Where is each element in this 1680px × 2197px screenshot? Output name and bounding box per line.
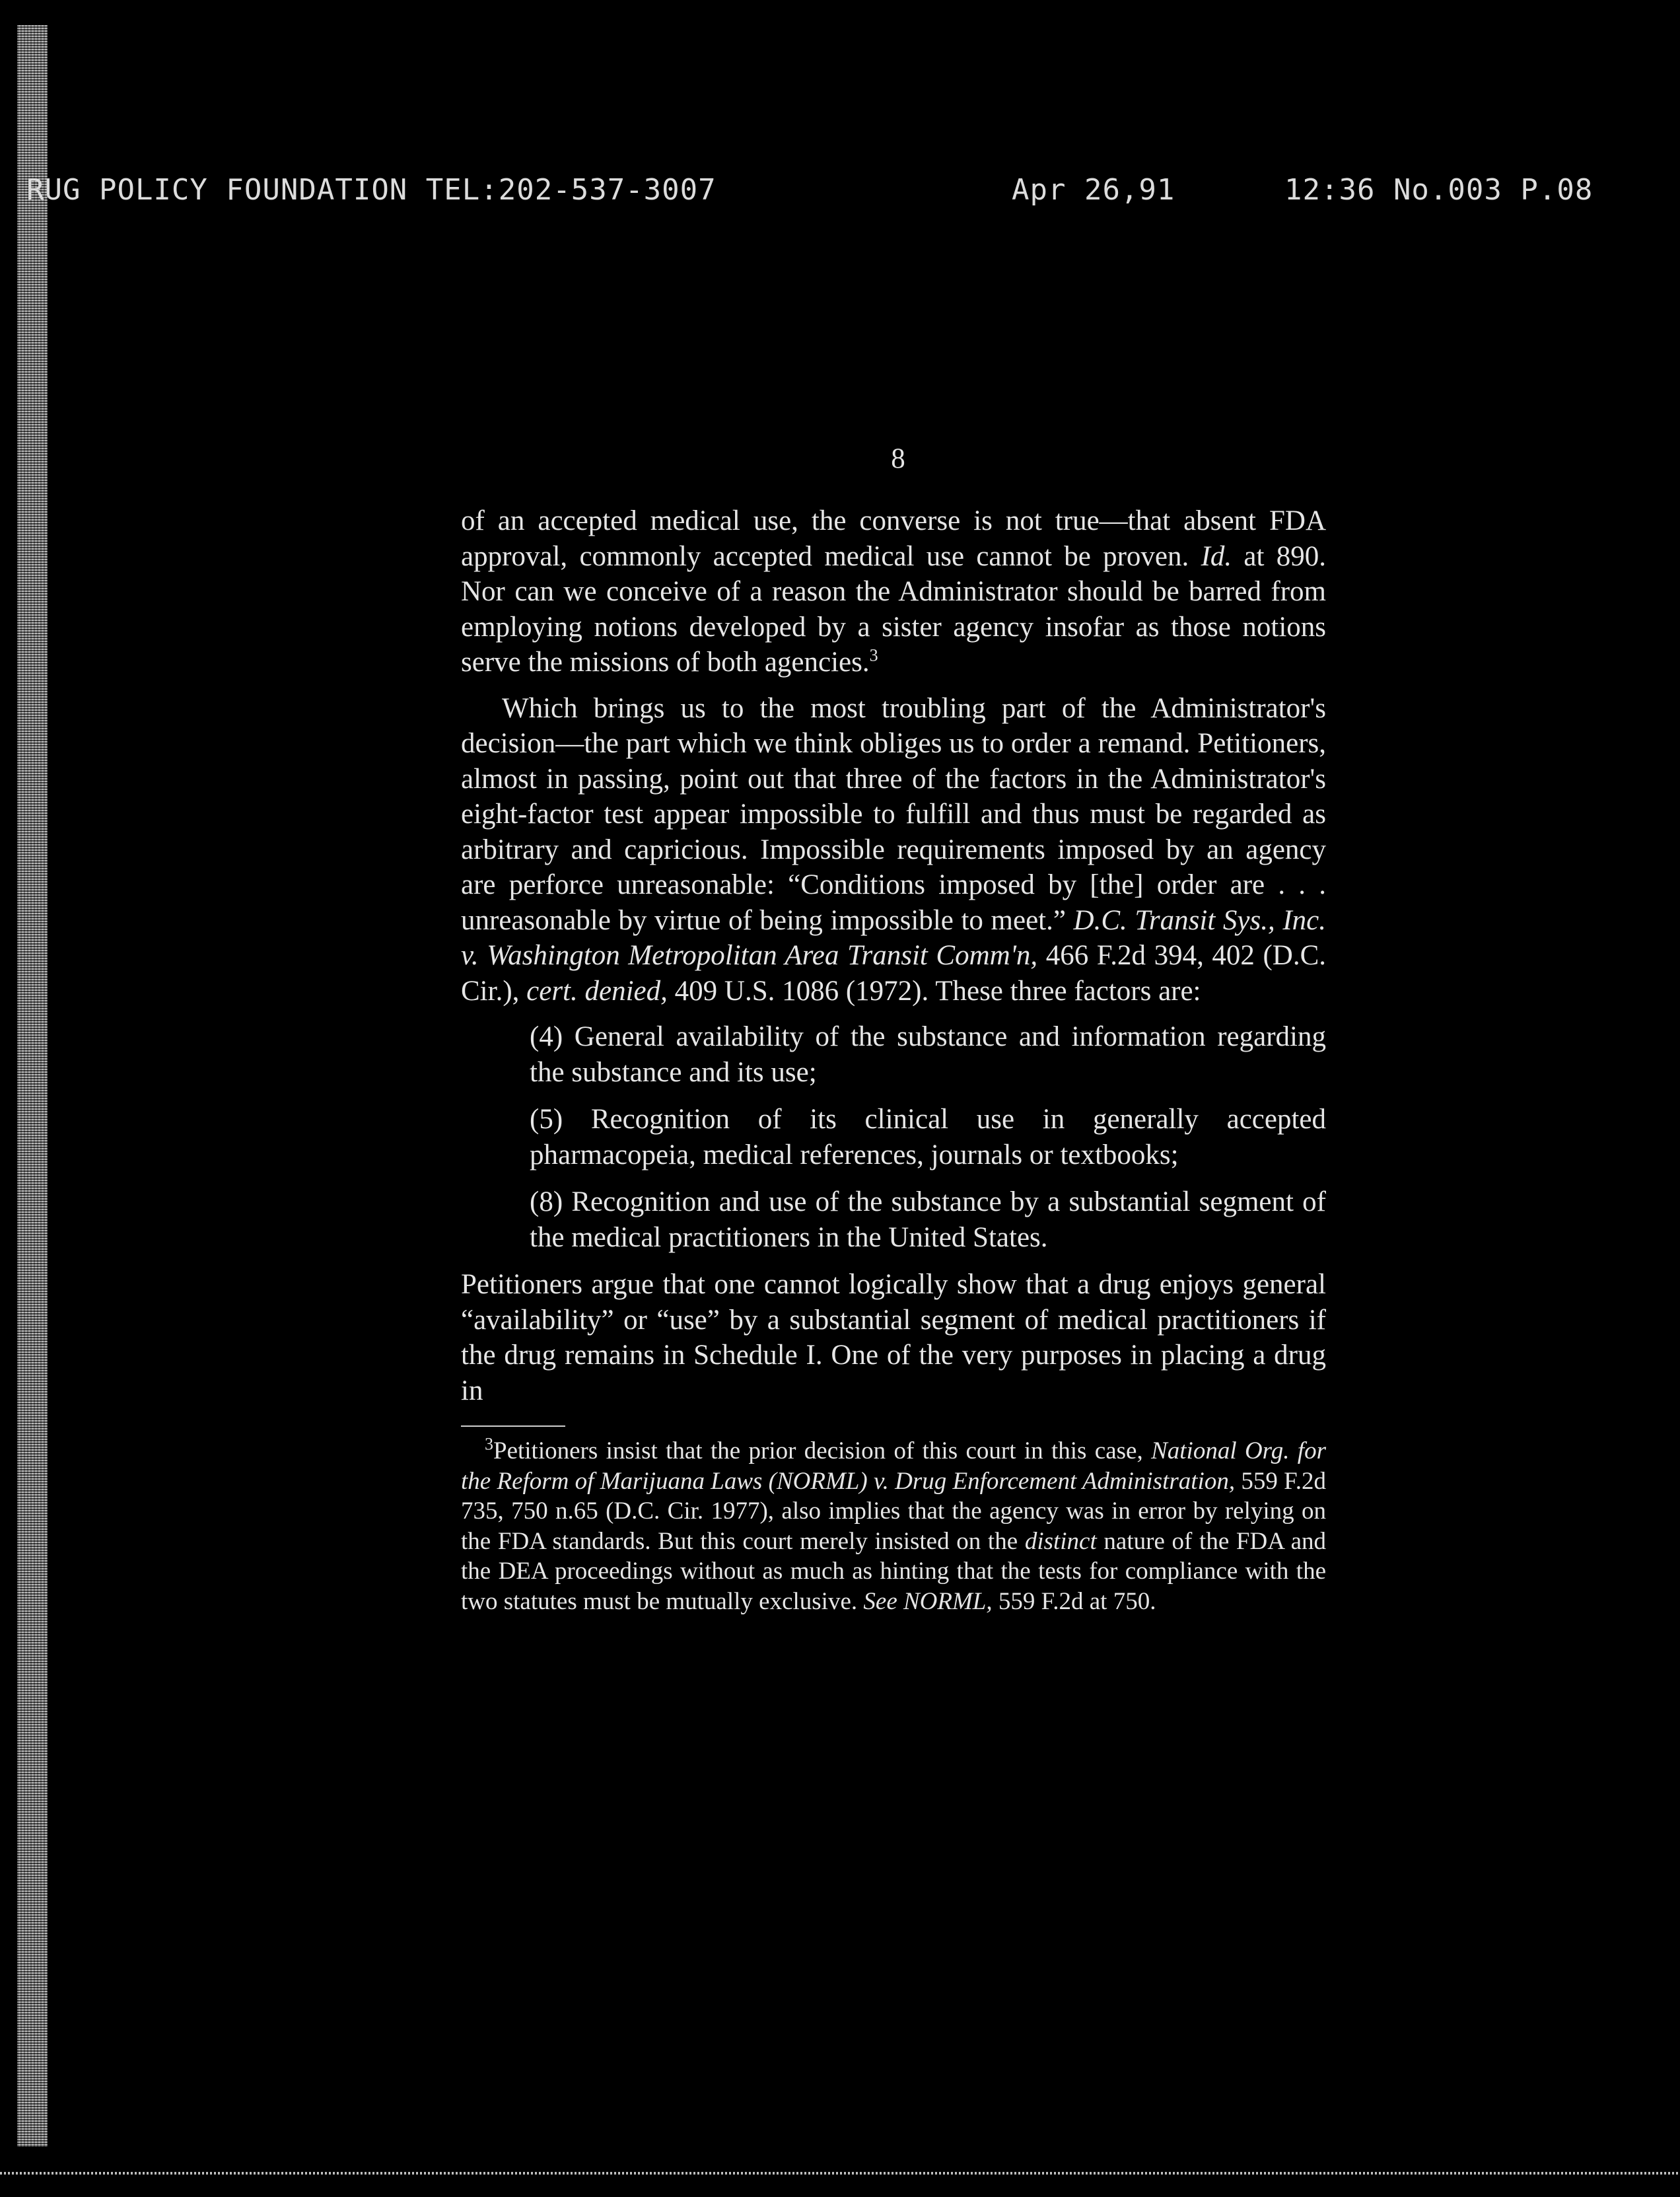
footnote-3: $^3$Petitioners insist that the prior decision of this court in this case, National Org. for the Reform of Marijuana Laws (NORML) v. Drug Enforcement Administration, 559 F.2d 735, 750 n.65 (D.C. Cir. 1977), also implies that the agency was in error by relying on the FDA standards. But this court merely insisted on the distinct nature of the FDA and the DEA proceedings without as much as hinting that the tests for compliance with the two statutes must be mutually exclusive. See NORML, 559 F.2d at 750. xyxy=(461,1434,1326,1615)
footnote-ref: 3 xyxy=(869,645,878,665)
opinion-body xyxy=(461,503,1326,1616)
fax-date: Apr 26,91 xyxy=(1012,173,1175,207)
scan-edge-strip xyxy=(17,25,48,2147)
paragraph-1: of an accepted medical use, the converse is not true—that absent FDA approval, commonly accepted medical use cannot be proven. Id. at 890. Nor can we conceive of a reason the Administrator should be barred from employing notions developed by a sister agency insofar as those notions serve the missions of both agencies.$^3$ xyxy=(461,505,1326,678)
factor-item: (8) Recognition and use of the substance by a substantial segment of the medical practitioners in the United States. xyxy=(530,1186,1326,1253)
factor-item: (4) General availability of the substance and information regarding the substance and its use; xyxy=(530,1021,1326,1088)
paragraph-3: Petitioners argue that one cannot logically show that a drug enjoys general “availability” or “use” by a substantial segment of medical practitioners if the drug remains in Schedule I. One of the very purposes in placing a drug in xyxy=(461,1269,1326,1406)
fax-time-info: 12:36 No.003 P.08 xyxy=(1284,173,1593,207)
factor-item: (5) Recognition of its clinical use in generally accepted pharmacopeia, medical references, journals or textbooks; xyxy=(530,1104,1326,1171)
fax-sender: RUG POLICY FOUNDATION TEL:202-537-3007 xyxy=(26,173,717,207)
paragraph-2: Which brings us to the most troubling part of the Administrator's decision—the part which we think obliges us to order a remand. Petitioners, almost in passing, point out that three of the factors in the Administrator's eight-factor test appear impossible to fulfill and thus must be regarded as arbitrary and capricious. Impossible requirements imposed by an agency are perforce unreasonable: “Conditions imposed by [the] order are . . . unreasonable by virtue of being impossible to meet.” D.C. Transit Sys., Inc. v. Washington Metropolitan Area Transit Comm'n, 466 F.2d 394, 402 (D.C. Cir.), cert. denied, 409 U.S. 1086 (1972). These three factors are: xyxy=(461,692,1327,1007)
footnote-divider xyxy=(461,1425,565,1427)
fax-header xyxy=(26,173,1658,213)
factor-list xyxy=(530,1019,1326,1255)
scan-bottom-edge xyxy=(0,2172,1680,2175)
page-number: 8 xyxy=(891,443,905,474)
